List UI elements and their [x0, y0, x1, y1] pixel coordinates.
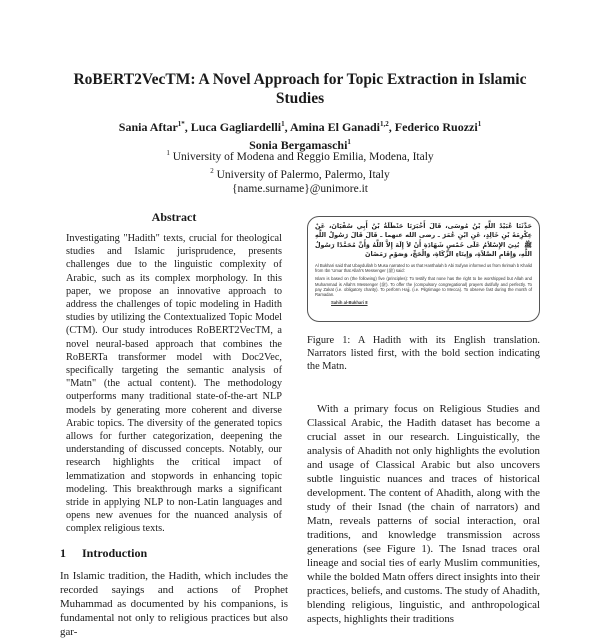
author-affil-mark: 1,2 [380, 120, 389, 128]
author-name: Amina El Ganadi [289, 120, 380, 134]
affil-mark: 1 [166, 149, 170, 157]
affiliation-text: University of Modena and Reggio Emilia, Modena, Italy [172, 150, 434, 163]
author-name: Sania Aftar [118, 120, 178, 134]
hadith-arabic-text: حَدَّثَنَا عُبَيْدُ اللَّهِ بْنُ مُوسَى، قَالَ أَخْبَرَنَا حَنْظَلَةُ بْنُ أَبِي سُفْيَانَ، عَنْ عِكْرِمَةَ بْنِ خَالِدٍ، عَنِ ابْنِ عُمَرَ ـ رضى الله عنهما ـ قَالَ قَالَ رَسُولُ اللَّهِ ﷺ ‏ بُنِيَ الإِسْلاَمُ عَلَى خَمْسٍ شَهَادَةِ أَنْ لاَ إِلَهَ إِلاَّ اللَّهُ وَأَنَّ مُحَمَّدًا رَسُولُ اللَّهِ، وَإِقَامِ الصَّلاَةِ، وَإِيتَاءِ الزَّكَاةِ، وَالْحَجِّ، وَصَوْمِ رَمَضَانَ [315, 222, 532, 259]
body-paragraph: With a primary focus on Religious Studies and Classical Arabic, the Hadith dataset has become a crucial asset in our research. Linguistically, the analysis of Ahadith not only highlights the evolution and usage of Classical Arabic but also uncovers subtle linguistic nuances and traces of historical development. The content of Ahadith, along with the study of their Isnad (the chain of narrators) and Matn, reveals patterns of social interaction, oral traditions, and knowledge transmission across generations (see Figure 1). The Isnad traces oral lineage and social ties of early Muslim communities, while the bolded Matn offers direct insights into their practices, beliefs, and customs. The study of Ahadith, blending religious, linguistic, and anthropological aspects, highlights their traditions [307, 402, 540, 625]
affil-mark: 2 [210, 166, 214, 175]
introduction-text: In Islamic tradition, the Hadith, which includes the recorded sayings and actions of Prophet Muhammad as documented by his companions, is fundamental not only to religious practices but also gar- [60, 569, 288, 638]
author-affil-mark: 1* [177, 120, 185, 128]
author-affil-mark: 1 [477, 120, 482, 128]
author-name: Federico Ruozzi [394, 120, 478, 134]
author-name: Sonia Bergamaschi [249, 138, 348, 152]
figure-caption: Figure 1: A Hadith with its English translation. Narrators listed first, with the bold section indicating the Matn. [307, 335, 540, 373]
affiliations [60, 146, 540, 196]
author-name: Luca Gagliardelli [190, 120, 282, 134]
hadith-narrators-text: Al Bukhari said that Ubaydullah b Musa narrated to us that Hanthalah b Abi Sufyan informed us from Ikrimah b Khalid from Ibn 'Umar that Allah's Messenger (ﷺ) said: [315, 262, 532, 273]
section-title: Introduction [82, 545, 148, 560]
email: {name.surname}@unimore.it [232, 182, 368, 195]
author-affil-mark: 1 [281, 120, 285, 128]
right-column [307, 210, 540, 637]
affiliation [60, 164, 540, 182]
figure-hadith-box [307, 216, 540, 322]
hadith-reference-link[interactable]: Sahih al-Bukhari 8 [331, 300, 368, 306]
abstract-heading: Abstract [151, 210, 197, 224]
author-list: Sania Aftar$^{1*}$, Luca Gagliardelli$^1$, Amina El Ganadi$^{1,2}$, Federico Ruozzi$^1$ Sonia Bergamaschi$^1$ [118, 120, 482, 152]
author-affil-mark: 1 [347, 138, 351, 146]
left-column [60, 210, 288, 639]
affiliation-text: University of Palermo, Palermo, Italy [216, 168, 390, 181]
affiliation [60, 146, 540, 164]
paper-title: RoBERT2VecTM: A Novel Approach for Topic Extraction in Islamic Studies [73, 71, 527, 107]
abstract-text: Investigating "Hadith" texts, crucial for theological studies and Islamic jurisprudence, presents challenges due to the linguistic complexity of Arabic, such as its complex morphology. In this paper, we propose an innovative approach to address the challenges of topic modeling in Hadith studies by utilizing the Contextualized Topic Model (CTM). Our study introduces RoBERT2VecTM, a novel neural-based approach that combines the RoBERTa transformer model with Doc2Vec, specifically targeting the semantic analysis of "Matn" (the actual content). The methodology outperforms many traditional state-of-the-art NLP models by generating more coherent and diverse Arabic topics. The diversity of the generated topics allows for further categorization, deepening the understanding of discussed concepts. Notably, our research highlights the critical impact of lemmatization and stopwords in enhancing topic modeling. This breakthrough marks a significant stride in applying NLP to non-Latin languages and opens new avenues for the nuanced analysis of complex religious texts. [66, 233, 282, 535]
hadith-matn-text: Islam is based on (the following) five (principles): To testify that none has the right to be worshipped but Allah and Muhammad is Allah's Messenger (ﷺ). To offer the (compulsory congregational) prayers dutifully and perfectly. To pay Zakat (i.e. obligatory charity). To perform Hajj. (i.e. Pilgrimage to Mecca). To observe fast during the month of Ramadan. [315, 276, 532, 298]
section-heading [60, 546, 288, 561]
section-number: 1 [60, 545, 66, 560]
